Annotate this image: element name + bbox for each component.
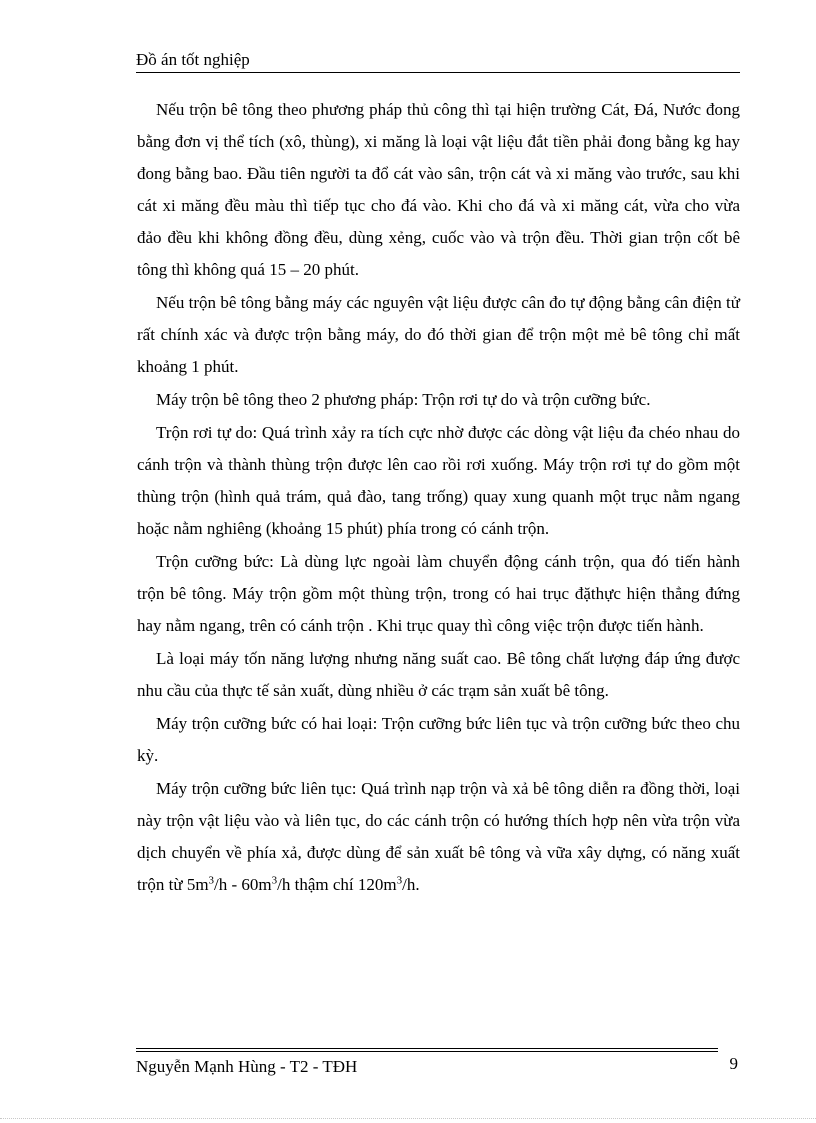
paragraph: Trộn cưỡng bức: Là dùng lực ngoài làm chuyển động cánh trộn, qua đó tiến hành trộn bê tông. Máy trộn gồm một thùng trộn, trong có hai trục đặthực hiện thẳng đứng hay nằm ngang, trên có cánh trộn . Khi trục quay thì công việc trộn được tiến hành. [137,552,740,635]
superscript: 3 [396,874,403,887]
paragraph: Trộn rơi tự do: Quá trình xảy ra tích cực nhờ được các dòng vật liệu đa chéo nhau do cánh trộn và thành thùng trộn được lên cao rồi rơi xuống. Máy trộn rơi tự do gồm một thùng trộn (hình quả trám, quả đào, tang trống) quay xung quanh một trục nằm ngang hoặc nằm nghiêng (khoảng 15 phút) phía trong có cánh trộn. [137,423,740,538]
paragraph: Là loại máy tốn năng lượng nhưng năng suất cao. Bê tông chất lượng đáp ứng được nhu cầu của thực tế sản xuất, dùng nhiều ở các trạm sản xuất bê tông. [137,649,740,700]
paragraph-last [137,773,740,901]
page-footer [136,1048,740,1078]
footer-rule [136,1048,718,1049]
paragraph: Nếu trộn bê tông bằng máy các nguyên vật liệu được cân đo tự động bằng cân điện tử rất chính xác và được trộn bằng máy, do đó thời gian để trộn một mẻ bê tông chỉ mất khoảng 1 phút. [137,293,740,376]
paragraph-text: /h thậm chí 120m [277,875,397,894]
paragraph: Nếu trộn bê tông theo phương pháp thủ công thì tại hiện trường Cát, Đá, Nước đong bằng đơn vị thể tích (xô, thùng), xi măng là loại vật liệu đắt tiền phải đong bằng kg hay đong bằng bao. Đầu tiên người ta đổ cát vào sân, trộn cát và xi măng vào trước, sau khi cát xi măng đều màu thì tiếp tục cho đá vào. Khi cho đá và xi măng cát, vừa cho vừa đảo đều khi không đồng đều, dùng xẻng, cuốc vào và trộn đều. Thời gian trộn cốt bê tông thì không quá 15 – 20 phút. [137,100,740,279]
page-edge-divider [0,1118,816,1119]
footer-author: Nguyễn Mạnh Hùng - T2 - TĐH [136,1057,358,1076]
body-text [137,94,740,902]
paragraph: Máy trộn cưỡng bức có hai loại: Trộn cưỡng bức liên tục và trộn cưỡng bức theo chu kỳ. [137,714,740,765]
page-number: 9 [729,1054,738,1073]
document-title: Đồ án tốt nghiệp [136,50,250,69]
superscript: 3 [208,874,215,887]
paragraph-text: Máy trộn cưỡng bức liên tục: Quá trình nạp trộn và xả bê tông diễn ra đồng thời, loại này trộn vật liệu vào và liên tục, do các cánh trộn có hướng thích hợp nên vừa trộn vừa dịch chuyển về phía xả, được dùng để sản xuất bê tông và vữa xây dựng, có năng xuất trộn từ 5m [137,779,740,894]
paragraph-text: /h - 60m [214,875,272,894]
footer-rule [136,1051,718,1052]
superscript: 3 [271,874,278,887]
page-header [136,50,740,73]
paragraph: Máy trộn bê tông theo 2 phương pháp: Trộn rơi tự do và trộn cưỡng bức. [156,390,651,409]
paragraph-text: /h. [402,875,420,894]
